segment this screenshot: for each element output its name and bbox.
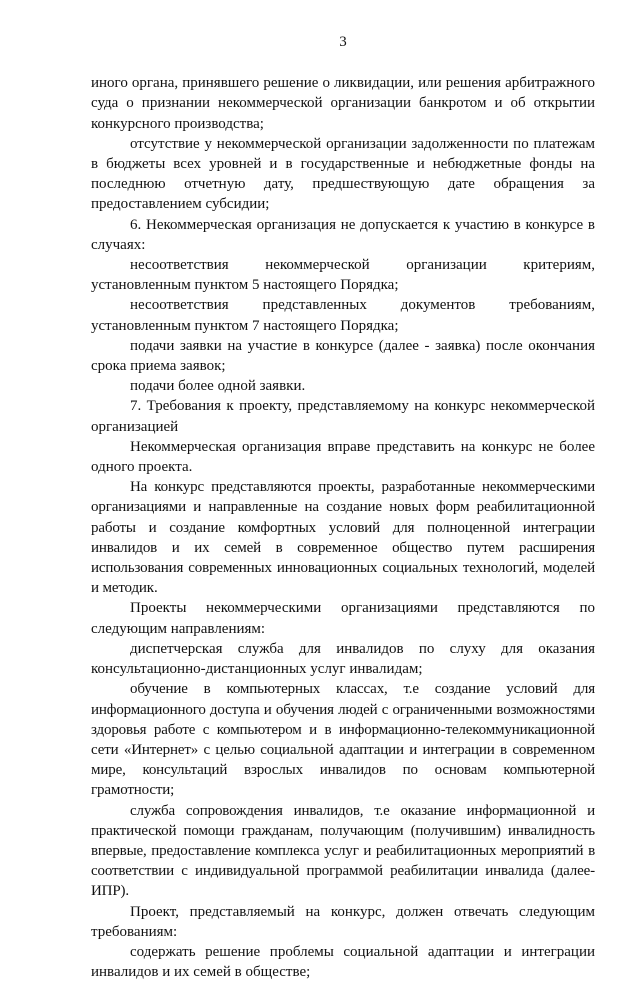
paragraph: иного органа, принявшего решение о ликвидации, или решения арбитражного суда о признании некоммерческой организации банкротом и об открытии конкурсного производства; [91,75,595,132]
paragraph: Проекты некоммерческими организациями представляются по следующим направлениям: [91,600,595,637]
paragraph: 6. Некоммерческая организация не допускается к участию в конкурсе в случаях: [91,216,595,253]
paragraph: обучение в компьютерных классах, т.е создание условий для информационного доступа и обучения людей с ограниченными возможностями здоровья работе с компьютером и в информационно-телекоммуникационной сети «Интернет» с целью социальной адаптации и интеграции в современном мире, консультаций взрослых инвалидов по основам компьютерной грамотности; [91,681,595,799]
page-number: 3 [339,34,347,50]
paragraph: несоответствия некоммерческой организации критериям, установленным пунктом 5 настоящего Порядка; [91,257,595,294]
paragraph: Проект, представляемый на конкурс, должен отвечать следующим требованиям: [91,903,595,940]
paragraph: На конкурс представляются проекты, разработанные некоммерческими организациями и направленные на создание новых форм реабилитационной работы и создание комфортных условий для полноценной интеграции инвалидов и их семей в современное общество путем расширения использования современных инновационных социальных технологий, моделей и методик. [91,479,595,597]
paragraph: несоответствия представленных документов требованиям, установленным пунктом 7 настоящего Порядка; [91,297,595,334]
paragraph: Некоммерческая организация вправе представить на конкурс не более одного проекта. [91,438,595,476]
paragraph: диспетчерская служба для инвалидов по слуху для оказания консультационно-дистанционных услуг инвалидам; [91,640,595,678]
paragraph: содержать решение проблемы социальной адаптации и интеграции инвалидов и их семей в обществе; [91,943,595,981]
paragraph: отсутствие у некоммерческой организации задолженности по платежам в бюджеты всех уровней и в государственные и небюджетные фонды на последнюю отчетную дату, предшествующую дате обращения за предоставлением субсидии; [91,135,595,213]
paragraph: подачи заявки на участие в конкурсе (далее - заявка) после окончания срока приема заявок; [91,337,595,375]
document-page [91,32,595,982]
paragraph: подачи более одной заявки. [130,378,306,395]
paragraph: 7. Требования к проекту, представляемому на конкурс некоммерческой организацией [91,398,595,435]
paragraph: служба сопровождения инвалидов, т.е оказание информационной и практической помощи гражданам, получающим (получившим) инвалидность впервые, предоставление комплекса услуг и реабилитационных мероприятий в соответствии с индивидуальной программой реабилитации инвалида (далее- ИПР). [91,802,595,900]
